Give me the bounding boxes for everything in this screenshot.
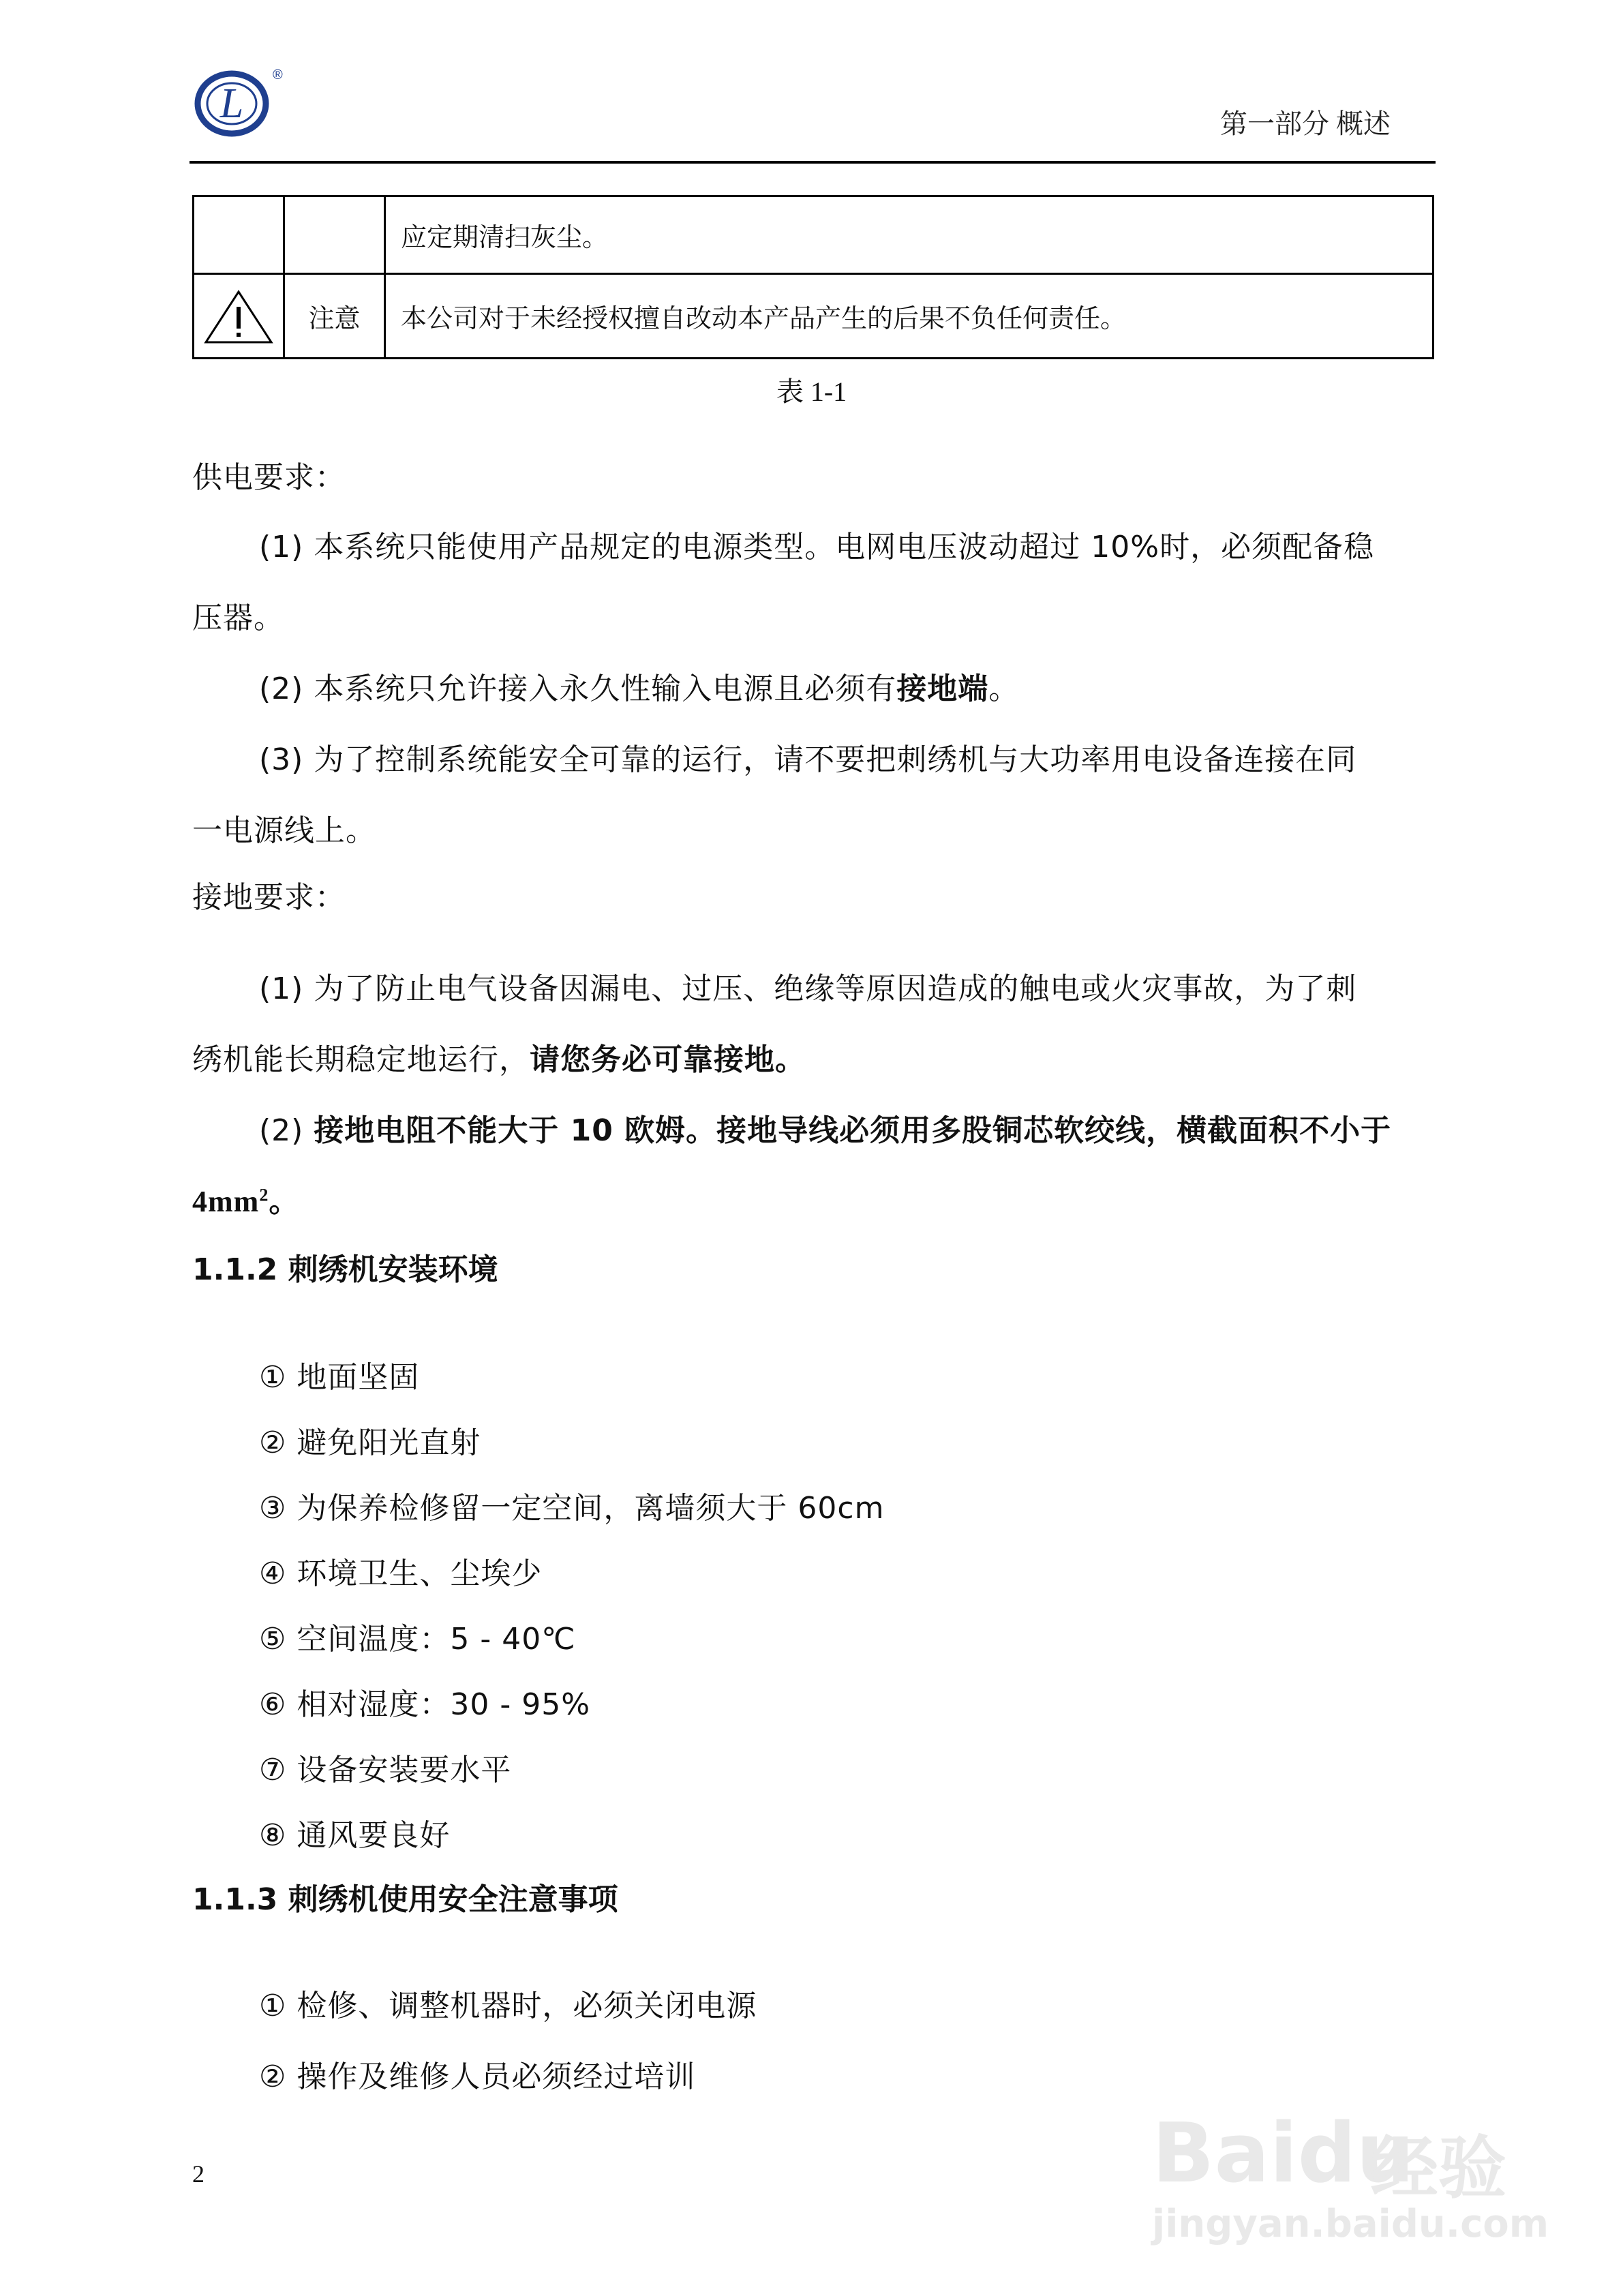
env-item-1: ① 地面坚固: [259, 1360, 420, 1395]
watermark-jingyan: 经验: [1370, 2128, 1506, 2208]
ground-item1-line2: [192, 1035, 806, 1078]
watermark-brand-du: du: [1297, 2106, 1414, 2201]
notice-label: 注意: [284, 274, 385, 359]
warning-triangle-icon: [203, 288, 274, 345]
company-logo: [189, 60, 299, 142]
env-item-8: ⑧ 通风要良好: [259, 1818, 451, 1853]
table-cell-empty: [194, 196, 284, 274]
ground-item1-line1: (1) 为了防止电气设备因漏电、过压、绝缘等原因造成的触电或火灾事故，为了刺: [259, 971, 1357, 1006]
env-item-6: ⑥ 相对湿度：30 - 95%: [259, 1687, 591, 1722]
ground-item2-line1: [259, 1106, 1391, 1149]
ground-item2-emphasis: 接地电阻不能大于 10 欧姆。接地导线必须用多股铜芯软绞线，横截面积不小于: [314, 1113, 1392, 1148]
ground-item2-number: (2): [259, 1113, 314, 1148]
table-row: [194, 196, 1434, 274]
ground-item1-emphasis: 请您务必可靠接地。: [530, 1042, 806, 1077]
safety-item-1: ① 检修、调整机器时，必须关闭电源: [259, 1989, 757, 2023]
header-rule: [189, 161, 1436, 164]
ground-item2-superscript: 2: [259, 1185, 269, 1205]
table-cell-text: 应定期清扫灰尘。: [385, 196, 1434, 274]
env-item-2: ② 避免阳光直射: [259, 1425, 481, 1460]
power-title: 供电要求：: [192, 460, 346, 495]
section-112-heading: 1.1.2 刺绣机安装环境: [192, 1252, 498, 1287]
env-item-4: ④ 环境卫生、尘埃少: [259, 1556, 543, 1591]
section-113-heading: 1.1.3 刺绣机使用安全注意事项: [192, 1882, 618, 1917]
table-cell-empty: [284, 196, 385, 274]
ground-item1-text: 绣机能长期稳定地运行，: [192, 1042, 530, 1077]
logo-registered-mark: ®: [273, 67, 283, 82]
header-title: 第一部分 概述: [1220, 108, 1391, 139]
power-item2: [259, 664, 1019, 708]
env-item-3: ③ 为保养检修留一定空间，离墙须大于 60cm: [259, 1491, 885, 1526]
table-cell-icon: [194, 274, 284, 359]
baidu-jingyan-watermark: [1152, 2066, 1549, 2256]
power-item3-line1: (3) 为了控制系统能安全可靠的运行，请不要把刺绣机与大功率用电设备连接在同: [259, 742, 1357, 777]
power-item3-line2: 一电源线上。: [192, 813, 376, 848]
env-item-5: ⑤ 空间温度：5 - 40℃: [259, 1622, 576, 1657]
power-item2-text: (2) 本系统只允许接入永久性输入电源且必须有: [259, 671, 897, 706]
power-item1-line1: (1) 本系统只能使用产品规定的电源类型。电网电压波动超过 10%时，必须配备稳: [259, 530, 1375, 564]
power-item2-emphasis: 接地端: [896, 671, 989, 706]
table-row: [194, 274, 1434, 359]
power-item2-end: 。: [988, 671, 1020, 706]
safety-item-2: ② 操作及维修人员必须经过培训: [259, 2059, 696, 2094]
watermark-brand-bai: Bai: [1152, 2106, 1298, 2201]
notice-table: [192, 195, 1434, 359]
page-number: 2: [192, 2160, 204, 2188]
ground-item2-end: 。: [269, 1184, 300, 1219]
ground-item2-unit: 4mm: [192, 1185, 260, 1218]
watermark-url: jingyan.baidu.com: [1152, 2202, 1549, 2246]
env-item-7: ⑦ 设备安装要水平: [259, 1753, 512, 1787]
table-caption: 表 1-1: [776, 376, 847, 407]
ground-item2-line2: [192, 1177, 299, 1220]
power-item1-line2: 压器。: [192, 601, 284, 635]
table-cell-text: 本公司对于未经授权擅自改动本产品产生的后果不负任何责任。: [385, 274, 1434, 359]
logo-letter: L: [219, 80, 244, 127]
ground-title: 接地要求：: [192, 880, 346, 915]
